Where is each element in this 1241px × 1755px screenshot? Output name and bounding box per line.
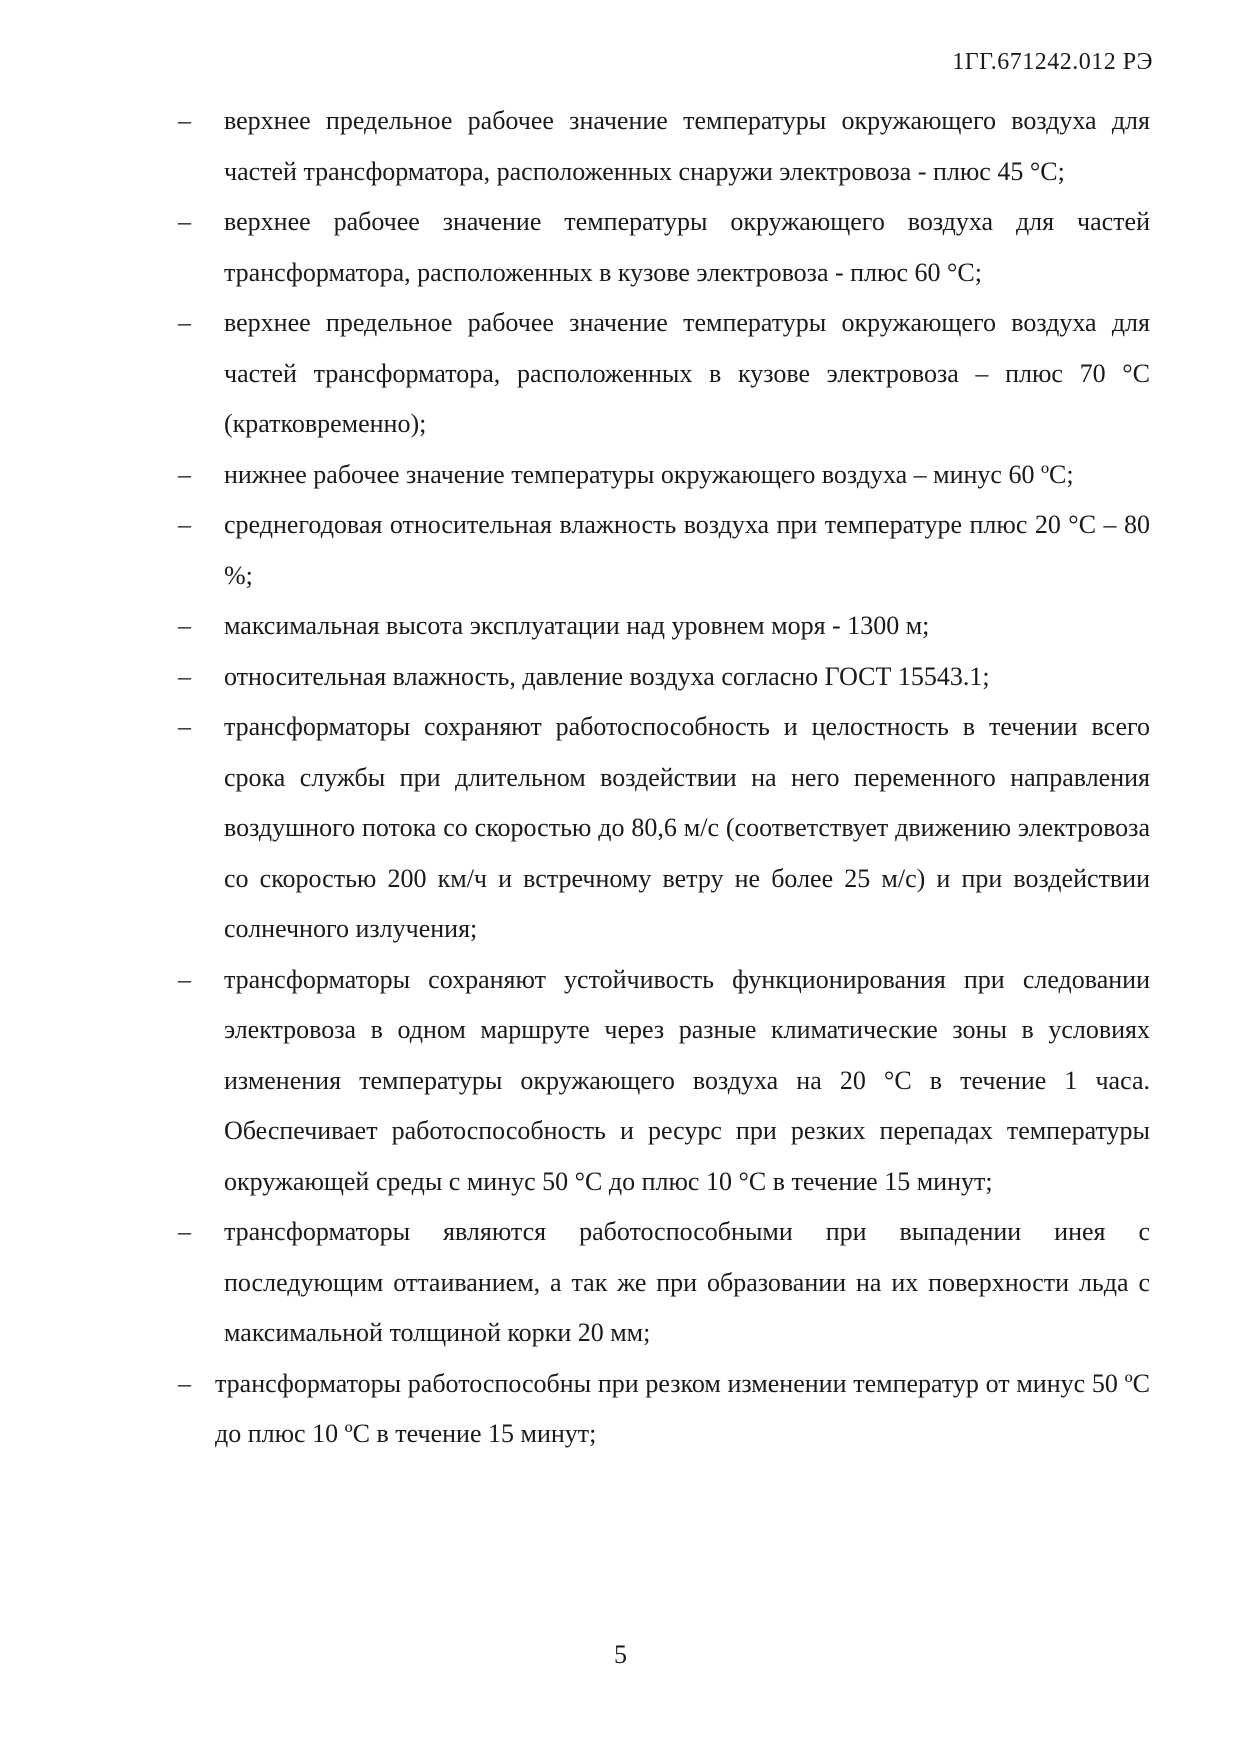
list-item — [178, 197, 1150, 298]
list-item — [178, 1359, 1150, 1460]
bullet-dash: – — [178, 308, 191, 337]
list-item — [178, 1207, 1150, 1359]
list-item — [178, 652, 1150, 703]
bullet-dash: – — [178, 964, 191, 994]
list-item-text: верхнее рабочее значение температуры окружающего воздуха для частей трансформатора, расположенных в кузове электровоза - плюс 60 °С; — [224, 207, 1150, 287]
list-item — [178, 601, 1150, 652]
bullet-dash: – — [178, 611, 191, 640]
list-item — [178, 96, 1150, 197]
page-number: 5 — [614, 1640, 627, 1669]
list-item-text: верхнее предельное рабочее значение температуры окружающего воздуха для частей трансформатора, расположенных снаружи электровоза - плюс 45 °С; — [224, 106, 1150, 186]
document-code: 1ГГ.671242.012 РЭ — [952, 49, 1153, 75]
list-item — [178, 955, 1150, 1208]
bullet-dash: – — [178, 1217, 191, 1246]
list-item-text: трансформаторы работоспособны при резком изменении температур от минус 50 ºС до плюс 10 ºС в течение 15 минут; — [215, 1368, 1150, 1448]
bullet-dash: – — [178, 712, 191, 741]
list-item — [178, 500, 1150, 601]
list-item-text: максимальная высота эксплуатации над уровнем моря - 1300 м; — [224, 611, 930, 640]
bullet-dash: – — [178, 661, 191, 691]
list-item — [178, 450, 1150, 501]
bullet-dash: – — [178, 106, 191, 135]
bullet-dash: – — [178, 459, 191, 489]
list-item-text: трансформаторы сохраняют работоспособность и целостность в течении всего срока службы при длительном воздействии на него переменного направления воздушного потока со скоростью до 80,6 м/с (соответствует движению электровоза со скоростью 200 км/ч и встречному ветру не более 25 м/с) и при воздействии солнечного излучения; — [224, 712, 1150, 943]
list-item — [178, 702, 1150, 955]
list-item-text: среднегодовая относительная влажность воздуха при температуре плюс 20 °С – 80 %; — [224, 510, 1150, 590]
list-item-text: трансформаторы сохраняют устойчивость функционирования при следовании электровоза в одном маршруте через разные климатические зоны в условиях изменения температуры окружающего воздуха на 20 °С в течение 1 часа. Обеспечивает работоспособность и ресурс при резких перепадах температуры окружающей среды с минус 50 °С до плюс 10 °С в течение 15 минут; — [224, 964, 1150, 1196]
requirements-list — [178, 96, 1150, 1460]
list-item — [178, 298, 1150, 450]
list-item-text: верхнее предельное рабочее значение температуры окружающего воздуха для частей трансформатора, расположенных в кузове электровоза – плюс 70 °С (кратковременно); — [224, 308, 1150, 438]
bullet-dash: – — [178, 207, 191, 236]
list-item-text: трансформаторы являются работоспособными при выпадении инея с последующим оттаиванием, а так же при образовании на их поверхности льда с максимальной толщиной корки 20 мм; — [224, 1217, 1150, 1347]
bullet-dash: – — [178, 510, 191, 539]
list-item-text: нижнее рабочее значение температуры окружающего воздуха – минус 60 ºС; — [224, 459, 1074, 489]
bullet-dash: – — [178, 1368, 191, 1398]
list-item-text: относительная влажность, давление воздуха согласно ГОСТ 15543.1; — [224, 661, 990, 691]
